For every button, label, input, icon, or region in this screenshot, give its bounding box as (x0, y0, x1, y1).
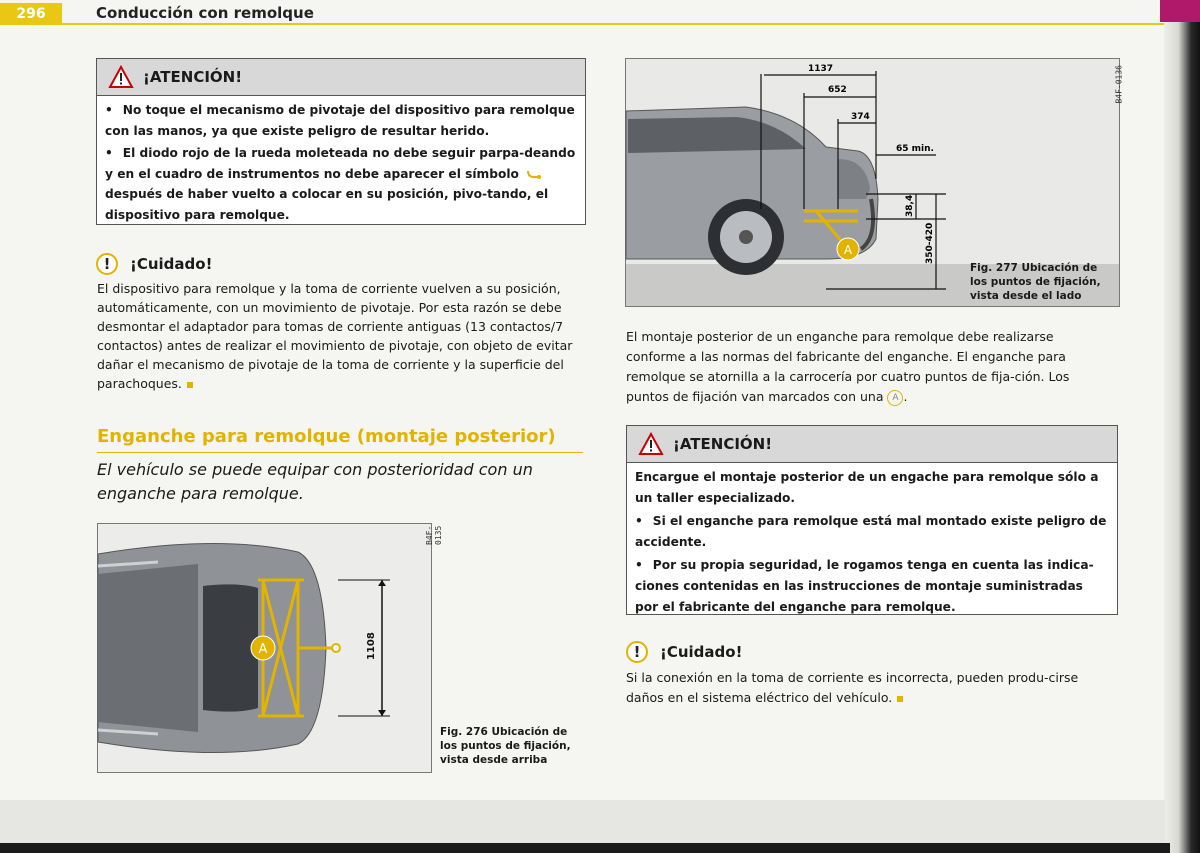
figure-marker-a: A (843, 243, 853, 257)
warning-header (627, 426, 1117, 463)
figure-caption (440, 725, 585, 767)
section-rule (97, 452, 583, 453)
towbar-symbol-icon (526, 168, 542, 180)
warning-item: • No toque el mecanismo de pivotaje del dispositivo para remolque con las manos, ya que existe peligro de resultar herido. (105, 100, 577, 141)
warning-item: • Si el enganche para remolque está mal montado existe peligro de accidente. (635, 511, 1109, 553)
dimension-label: 350-420 (925, 222, 935, 264)
end-mark (187, 382, 193, 388)
warning-box-2 (626, 425, 1118, 615)
warning-body (627, 463, 1117, 624)
warning-title: ¡ATENCIÓN! (673, 435, 773, 453)
figure-caption (970, 261, 1116, 303)
dimension-label: 652 (828, 85, 847, 95)
caution-text: Si la conexión en la toma de corriente es incorrecta, pueden produ-cirse daños en el sistema eléctrico del vehículo. (626, 670, 1079, 705)
caution-text: El dispositivo para remolque y la toma de corriente vuelven a su posición, automáticamente, con un movimiento de pivotaje. Por esta razón se debe desmontar el adaptador para tomas de corriente antiguas (13 contactos/7 contactos) antes de realizar el movimiento de pivotaje, con objeto de evitar dañar el mecanismo de pivotaje de la toma de corriente y la superficie del parachoques. (97, 281, 573, 391)
page-edge-shadow (1164, 0, 1200, 853)
warning-title: ¡ATENCIÓN! (143, 68, 243, 86)
caution-text-1 (97, 279, 585, 393)
dimension-label: 374 (851, 112, 870, 122)
dimension-label: 1108 (366, 632, 377, 660)
caption-text: Ubicación de los puntos de fijación, vista desde el lado (970, 262, 1101, 302)
dimension-label: 38,4 (905, 194, 915, 217)
page-footer-band (0, 800, 1165, 846)
warning-triangle-icon (109, 66, 133, 88)
body-paragraph (626, 327, 1116, 407)
figure-276 (97, 523, 571, 773)
warning-item (105, 143, 577, 225)
warning-body (97, 96, 585, 231)
dimension-label: 1137 (808, 64, 834, 74)
caution-title: ¡Cuidado! (660, 643, 743, 661)
warning-header (97, 59, 585, 96)
warning-item-text-cont: después de haber vuelto a colocar en su posición, pivo-tando, el dispositivo para remolque. (105, 187, 549, 222)
section-title: Enganche para remolque (montaje posterior) (97, 426, 556, 447)
warning-item-text: El diodo rojo de la rueda moleteada no debe seguir parpa-deando y en el cuadro de instrumentos no debe aparecer el símbolo (105, 146, 576, 181)
page-edge-tab (1160, 0, 1200, 22)
body-text: El montaje posterior de un enganche para remolque debe realizarse conforme a las normas del fabricante del enganche. El enganche para remolque se atornilla a la carrocería por cuatro puntos de fija-ción. Los puntos de fijación van marcados con una (626, 329, 1070, 404)
car-top-view (98, 524, 431, 772)
caution-title: ¡Cuidado! (130, 255, 213, 273)
marker-a-icon: A (887, 390, 903, 406)
warning-item: • Por su propia seguridad, le rogamos tenga en cuenta las indica-ciones contenidas en las instrucciones de montaje suministradas por el fabricante del enganche para remolque. (635, 555, 1109, 618)
caution-heading-2 (626, 641, 742, 663)
figure-code: B4F-0136 (1115, 65, 1124, 104)
page-title: Conducción con remolque (96, 4, 314, 22)
caption-label: Fig. 276 (440, 726, 488, 738)
caution-heading-1 (96, 253, 212, 275)
dimension-label: 65 min. (896, 144, 934, 154)
caption-text: Ubicación de los puntos de fijación, vista desde arriba (440, 726, 571, 766)
body-text-end: . (903, 389, 908, 404)
section-intro: El vehículo se puede equipar con posterioridad con un enganche para remolque. (97, 460, 533, 503)
warning-item: Encargue el montaje posterior de un engache para remolque sólo a un taller especializado. (635, 470, 1099, 505)
caution-exclamation-icon: ! (96, 253, 118, 275)
caption-label: Fig. 277 (970, 262, 1018, 274)
caution-exclamation-icon: ! (626, 641, 648, 663)
page-number: 296 (0, 3, 62, 25)
figure-277 (625, 58, 1124, 307)
header-rule (62, 23, 1164, 25)
figure-marker-a: A (258, 642, 268, 657)
end-mark (897, 696, 903, 702)
caution-text-2 (626, 668, 1116, 708)
warning-triangle-icon (639, 433, 663, 455)
figure-code: B4F-0135 (425, 525, 443, 545)
warning-box-1 (96, 58, 586, 225)
page-bottom-shadow (0, 843, 1170, 853)
